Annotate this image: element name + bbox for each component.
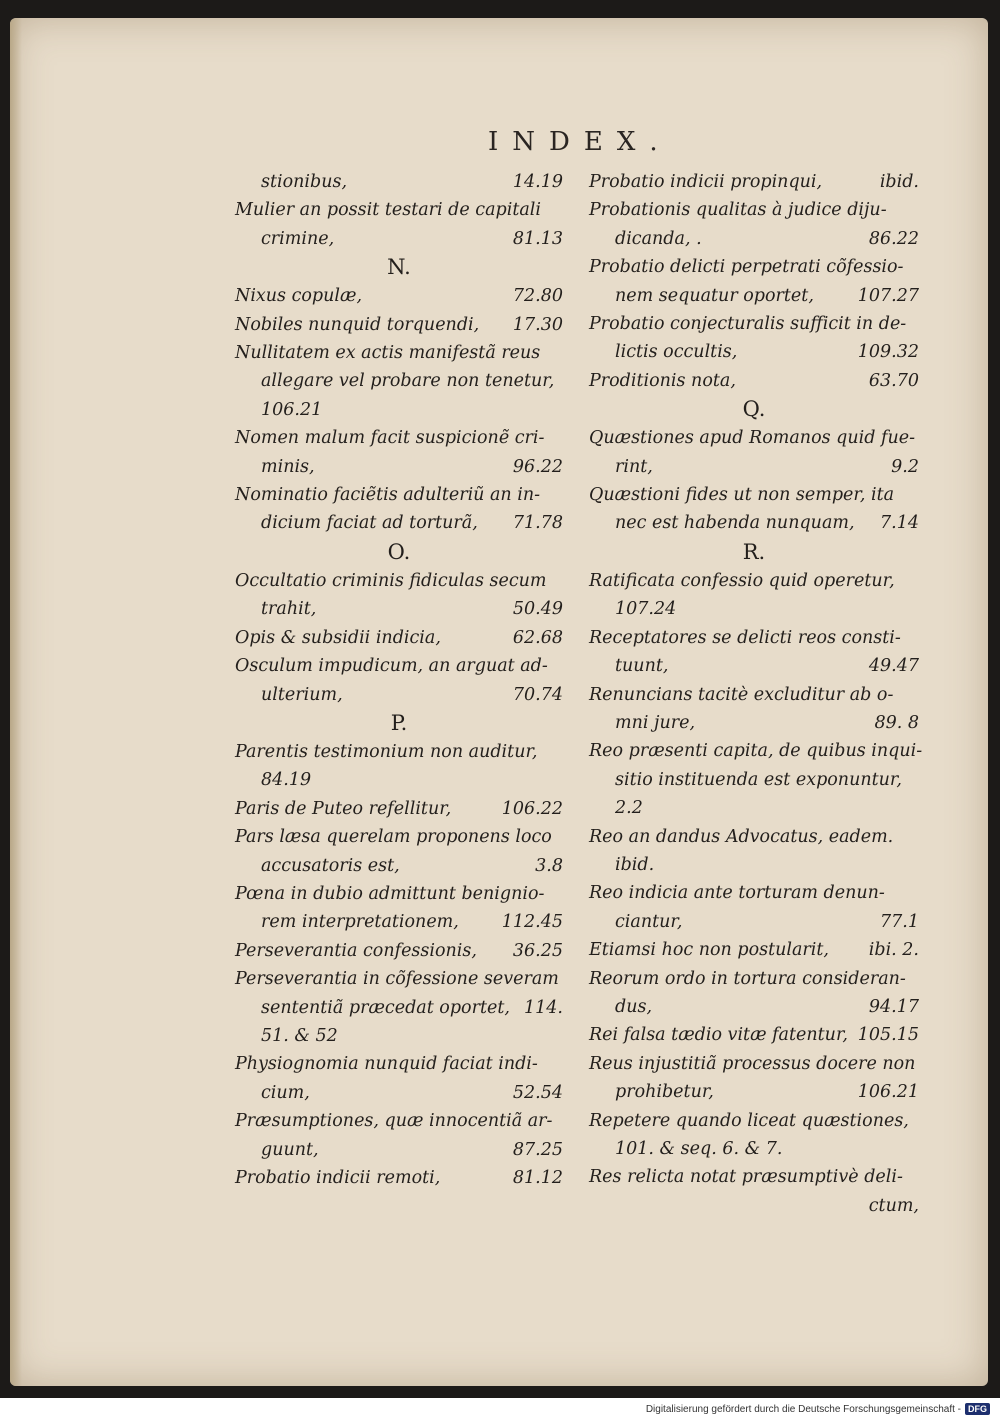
entry-text: sententiã præcedat oportet, — [261, 997, 510, 1018]
entry-text: mni jure, — [615, 712, 696, 733]
entry-text: dicium faciat ad torturã, — [261, 513, 478, 534]
entry-line — [235, 595, 563, 623]
page-reference: 17.30 — [512, 314, 563, 335]
page-reference: 86.22 — [868, 228, 919, 249]
entry-text: 101. & seq. 6. & 7. — [615, 1139, 783, 1159]
page-gutter-shadow — [10, 18, 22, 1386]
page-reference: 49.47 — [868, 656, 919, 677]
entry-line — [235, 766, 563, 794]
entry-text: guunt, — [261, 1139, 319, 1160]
index-entry — [589, 681, 919, 738]
entry-line — [235, 1079, 563, 1107]
entry-text: Perseverantia confessionis, — [235, 940, 477, 961]
entry-text: Pars læsa querelam proponens loco — [235, 827, 552, 848]
index-entry — [235, 282, 563, 310]
entry-text: Quæstiones apud Romanos quid fue- — [589, 428, 915, 449]
entry-text: nem sequatur oportet, — [615, 285, 814, 306]
entry-text: nec est habenda nunquam, — [615, 513, 855, 534]
entry-text: Quæstioni fides ut non semper, ita — [589, 485, 895, 506]
entry-line — [589, 624, 919, 652]
index-entry — [589, 310, 919, 367]
page-reference: 106.22 — [501, 798, 563, 819]
entry-text: cium, — [261, 1082, 310, 1103]
entry-text: sitio instituenda est exponuntur, — [615, 769, 902, 790]
index-entry — [235, 738, 563, 795]
entry-line — [589, 823, 919, 851]
entry-line — [589, 709, 919, 737]
entry-text: 84.19 — [261, 770, 312, 791]
entry-line — [589, 1107, 919, 1135]
index-entry — [235, 424, 563, 481]
entry-line — [235, 339, 563, 367]
entry-line — [235, 396, 563, 424]
index-entry — [589, 567, 919, 624]
entry-text: Physiognomia nunquid faciat indi- — [235, 1054, 538, 1075]
page-reference: 81.13 — [512, 228, 563, 249]
index-entry — [589, 1107, 919, 1164]
entry-line — [589, 595, 919, 623]
index-entry — [235, 880, 563, 937]
entry-line — [235, 965, 563, 993]
page-reference: 94.17 — [868, 996, 919, 1017]
entry-text: dicanda, . — [615, 228, 702, 249]
index-entry — [589, 624, 919, 681]
entry-line — [589, 310, 919, 338]
entry-line — [589, 1135, 919, 1163]
entry-text: Probatio delicti perpetrati cõfessio- — [589, 257, 904, 278]
entry-text: rem interpretationem, — [261, 912, 459, 933]
page-reference: 81.12 — [512, 1168, 563, 1188]
index-entry — [235, 937, 563, 965]
index-entry — [589, 367, 919, 395]
page-reference: 70.74 — [512, 684, 563, 705]
entry-text: Repetere quando liceat quæstiones, — [589, 1110, 909, 1131]
entry-text: Probatio conjecturalis sufficit in de- — [589, 314, 907, 335]
running-head: INDEX. — [488, 127, 672, 157]
entry-text: ibid. — [615, 854, 655, 875]
page-reference: 72.80 — [512, 286, 563, 307]
dfg-logo: DFG — [965, 1403, 990, 1415]
index-entry — [589, 965, 919, 1022]
index-entry — [589, 823, 919, 880]
entry-text: Rei falsa tædio vitæ fatentur, — [589, 1025, 848, 1046]
entry-line — [235, 994, 563, 1022]
entry-line — [235, 311, 563, 339]
footer-text: Digitalisierung gefördert durch die Deutsche Forschungsgemeinschaft - — [645, 1403, 961, 1415]
entry-line — [589, 338, 919, 366]
section-letter: R. — [742, 539, 766, 564]
page-reference: 77.1 — [880, 911, 919, 932]
index-entry — [235, 339, 563, 424]
entry-text: Reo an dandus Advocatus, eadem. — [589, 826, 894, 847]
page-reference: ibi. 2. — [868, 940, 919, 961]
entry-text: 2.2 — [615, 798, 643, 819]
entry-text: Perseverantia in cõfessione severam — [235, 969, 559, 990]
index-entry — [235, 624, 563, 652]
section-letter: N. — [387, 255, 411, 280]
entry-line — [589, 424, 919, 452]
entry-text: Opis & subsidii indicia, — [235, 627, 441, 648]
index-entry — [235, 1050, 563, 1107]
entry-text: crimine, — [261, 228, 335, 249]
page-reference: 89. 8 — [874, 712, 919, 733]
entry-text: Renuncians tacitè excluditur ab o- — [589, 684, 894, 705]
index-column-right — [589, 168, 923, 1220]
entry-line — [589, 908, 919, 936]
entry-text: Parentis testimonium non auditur, — [235, 741, 538, 762]
page-reference: 112.45 — [501, 912, 563, 933]
entry-line — [235, 196, 563, 224]
index-entry — [589, 253, 919, 310]
entry-text: dus, — [615, 996, 653, 1017]
entry-line — [589, 453, 919, 481]
index-entry — [589, 936, 919, 964]
entry-line — [235, 1107, 563, 1135]
entry-text: Proditionis nota, — [589, 370, 736, 391]
entry-line — [235, 908, 563, 936]
page-reference: 3.8 — [535, 855, 563, 876]
entry-text: ctum, — [868, 1195, 919, 1216]
entry-line — [235, 225, 563, 253]
entry-text: Etiamsi hoc non postularit, — [589, 940, 829, 961]
entry-text: Osculum impudicum, an arguat ad- — [235, 656, 548, 677]
page-reference: 14.19 — [512, 172, 563, 192]
entry-text: stionibus, — [261, 172, 348, 192]
entry-line — [235, 738, 563, 766]
page-reference: 87.25 — [512, 1139, 563, 1160]
entry-line — [589, 737, 923, 765]
index-entry — [235, 795, 563, 823]
page-reference: ibid. — [879, 172, 919, 192]
entry-line — [235, 481, 563, 509]
entry-text: Reo indicia ante torturam denun- — [589, 883, 885, 904]
index-entry — [589, 424, 919, 481]
page-reference: 71.78 — [512, 513, 563, 534]
page-reference: 106.21 — [857, 1082, 919, 1103]
index-entry — [589, 1021, 919, 1049]
entry-line — [589, 168, 919, 196]
page-reference: 96.22 — [512, 456, 563, 477]
entry-line — [235, 852, 563, 880]
entry-line — [589, 965, 919, 993]
index-entry — [589, 737, 923, 822]
entry-line — [589, 282, 919, 310]
entry-text: allegare vel probare non tenetur, — [261, 371, 555, 392]
index-entry — [589, 1163, 919, 1220]
entry-line — [589, 367, 919, 395]
entry-line — [589, 1050, 919, 1078]
entry-text: rint, — [615, 456, 653, 477]
entry-line — [589, 879, 919, 907]
entry-text: Reus injustitiã processus docere non — [589, 1053, 916, 1074]
entry-line — [589, 1021, 919, 1049]
page-reference: 114. — [524, 997, 563, 1018]
entry-line — [235, 624, 563, 652]
entry-text: Nobiles nunquid torquendi, — [235, 314, 480, 335]
index-entry — [235, 481, 563, 538]
entry-text: Probatio indicii propinqui, — [589, 172, 823, 192]
entry-line — [235, 168, 563, 196]
entry-line — [589, 851, 919, 879]
index-entry — [235, 1107, 563, 1164]
entry-line — [589, 794, 919, 822]
entry-text: Probatio indicii remoti, — [235, 1168, 441, 1188]
index-entry — [235, 823, 563, 880]
index-entry — [589, 1050, 919, 1107]
entry-line — [235, 567, 563, 595]
entry-line — [589, 509, 919, 537]
index-entry — [235, 652, 563, 709]
entry-text: Probationis qualitas à judice diju- — [589, 200, 887, 221]
entry-text: Paris de Puteo refellitur, — [235, 798, 452, 819]
entry-line — [235, 453, 563, 481]
entry-line — [235, 1050, 563, 1078]
index-entry — [235, 196, 563, 253]
entry-text: 106.21 — [261, 399, 323, 420]
index-entry — [589, 879, 919, 936]
index-entry — [589, 481, 919, 538]
entry-text: Reo præsenti capita, de quibus inqui- — [589, 741, 923, 762]
entry-text: Nixus copulæ, — [235, 286, 363, 307]
entry-text: lictis occultis, — [615, 342, 738, 363]
entry-line — [235, 282, 563, 310]
digitization-footer — [646, 1403, 990, 1415]
section-letter: P. — [390, 710, 408, 735]
entry-line — [235, 1136, 563, 1164]
entry-line — [589, 936, 919, 964]
entry-line — [235, 1022, 563, 1050]
entry-line — [235, 367, 563, 395]
entry-line — [235, 823, 563, 851]
page-reference: 36.25 — [512, 940, 563, 961]
entry-text: Ratificata confessio quid operetur, — [589, 570, 895, 591]
entry-text: trahit, — [261, 599, 317, 620]
entry-line — [589, 766, 919, 794]
entry-text: Mulier an possit testari de capitali — [235, 200, 542, 221]
page-reference: 52.54 — [512, 1082, 563, 1103]
entry-text: Nominatio faciẽtis adulteriũ an in- — [235, 485, 541, 506]
entry-line — [589, 1163, 919, 1191]
entry-text: tuunt, — [615, 656, 669, 677]
entry-text: Præsumptiones, quæ innocentiã ar- — [235, 1111, 553, 1132]
entry-text: Reorum ordo in tortura consideran- — [589, 968, 906, 989]
entry-text: minis, — [261, 456, 315, 477]
entry-text: Receptatores se delicti reos consti- — [589, 627, 901, 648]
index-entry — [235, 168, 563, 196]
index-entry — [589, 168, 919, 196]
index-entry — [235, 965, 563, 1050]
entry-text: Occultatio criminis fidiculas secum — [235, 570, 547, 591]
entry-line — [235, 880, 563, 908]
entry-text: ulterium, — [261, 684, 343, 705]
entry-text: Res relicta notat præsumptivè deli- — [589, 1167, 903, 1188]
section-letter: Q. — [742, 397, 766, 422]
entry-line — [235, 424, 563, 452]
entry-text: Pœna in dubio admittunt benignio- — [235, 883, 545, 904]
entry-line — [589, 567, 919, 595]
entry-line — [589, 681, 919, 709]
page-reference: 109.32 — [857, 342, 919, 363]
entry-text: ciantur, — [615, 911, 683, 932]
entry-line — [235, 1164, 563, 1192]
entry-line — [589, 652, 919, 680]
entry-line — [589, 253, 919, 281]
index-entry — [235, 1164, 563, 1192]
entry-line — [235, 681, 563, 709]
section-letter: O. — [387, 539, 411, 564]
entry-line — [235, 937, 563, 965]
entry-line — [589, 481, 919, 509]
page-reference: 105.15 — [857, 1025, 919, 1046]
entry-line — [235, 509, 563, 537]
entry-text: accusatoris est, — [261, 855, 400, 876]
page-reference: 50.49 — [512, 599, 563, 620]
entry-line — [589, 1192, 919, 1220]
page-reference: 9.2 — [891, 456, 919, 477]
page-reference: 62.68 — [512, 627, 563, 648]
index-entry — [235, 311, 563, 339]
entry-text: 51. & 52 — [261, 1025, 338, 1046]
entry-text: prohibetur, — [615, 1082, 714, 1103]
entry-line — [589, 225, 919, 253]
entry-line — [235, 652, 563, 680]
entry-line — [589, 1078, 919, 1106]
page-reference: 7.14 — [880, 513, 919, 534]
index-entry — [235, 567, 563, 624]
entry-text: 107.24 — [615, 599, 677, 620]
index-column-left — [235, 168, 563, 1192]
page-reference: 63.70 — [868, 370, 919, 391]
entry-line — [235, 795, 563, 823]
index-entry — [589, 196, 919, 253]
entry-text: Nullitatem ex actis manifestã reus — [235, 343, 541, 364]
page-reference: 107.27 — [857, 285, 919, 306]
entry-text: Nomen malum facit suspicionẽ cri- — [235, 428, 545, 449]
entry-line — [589, 196, 919, 224]
entry-line — [589, 993, 919, 1021]
